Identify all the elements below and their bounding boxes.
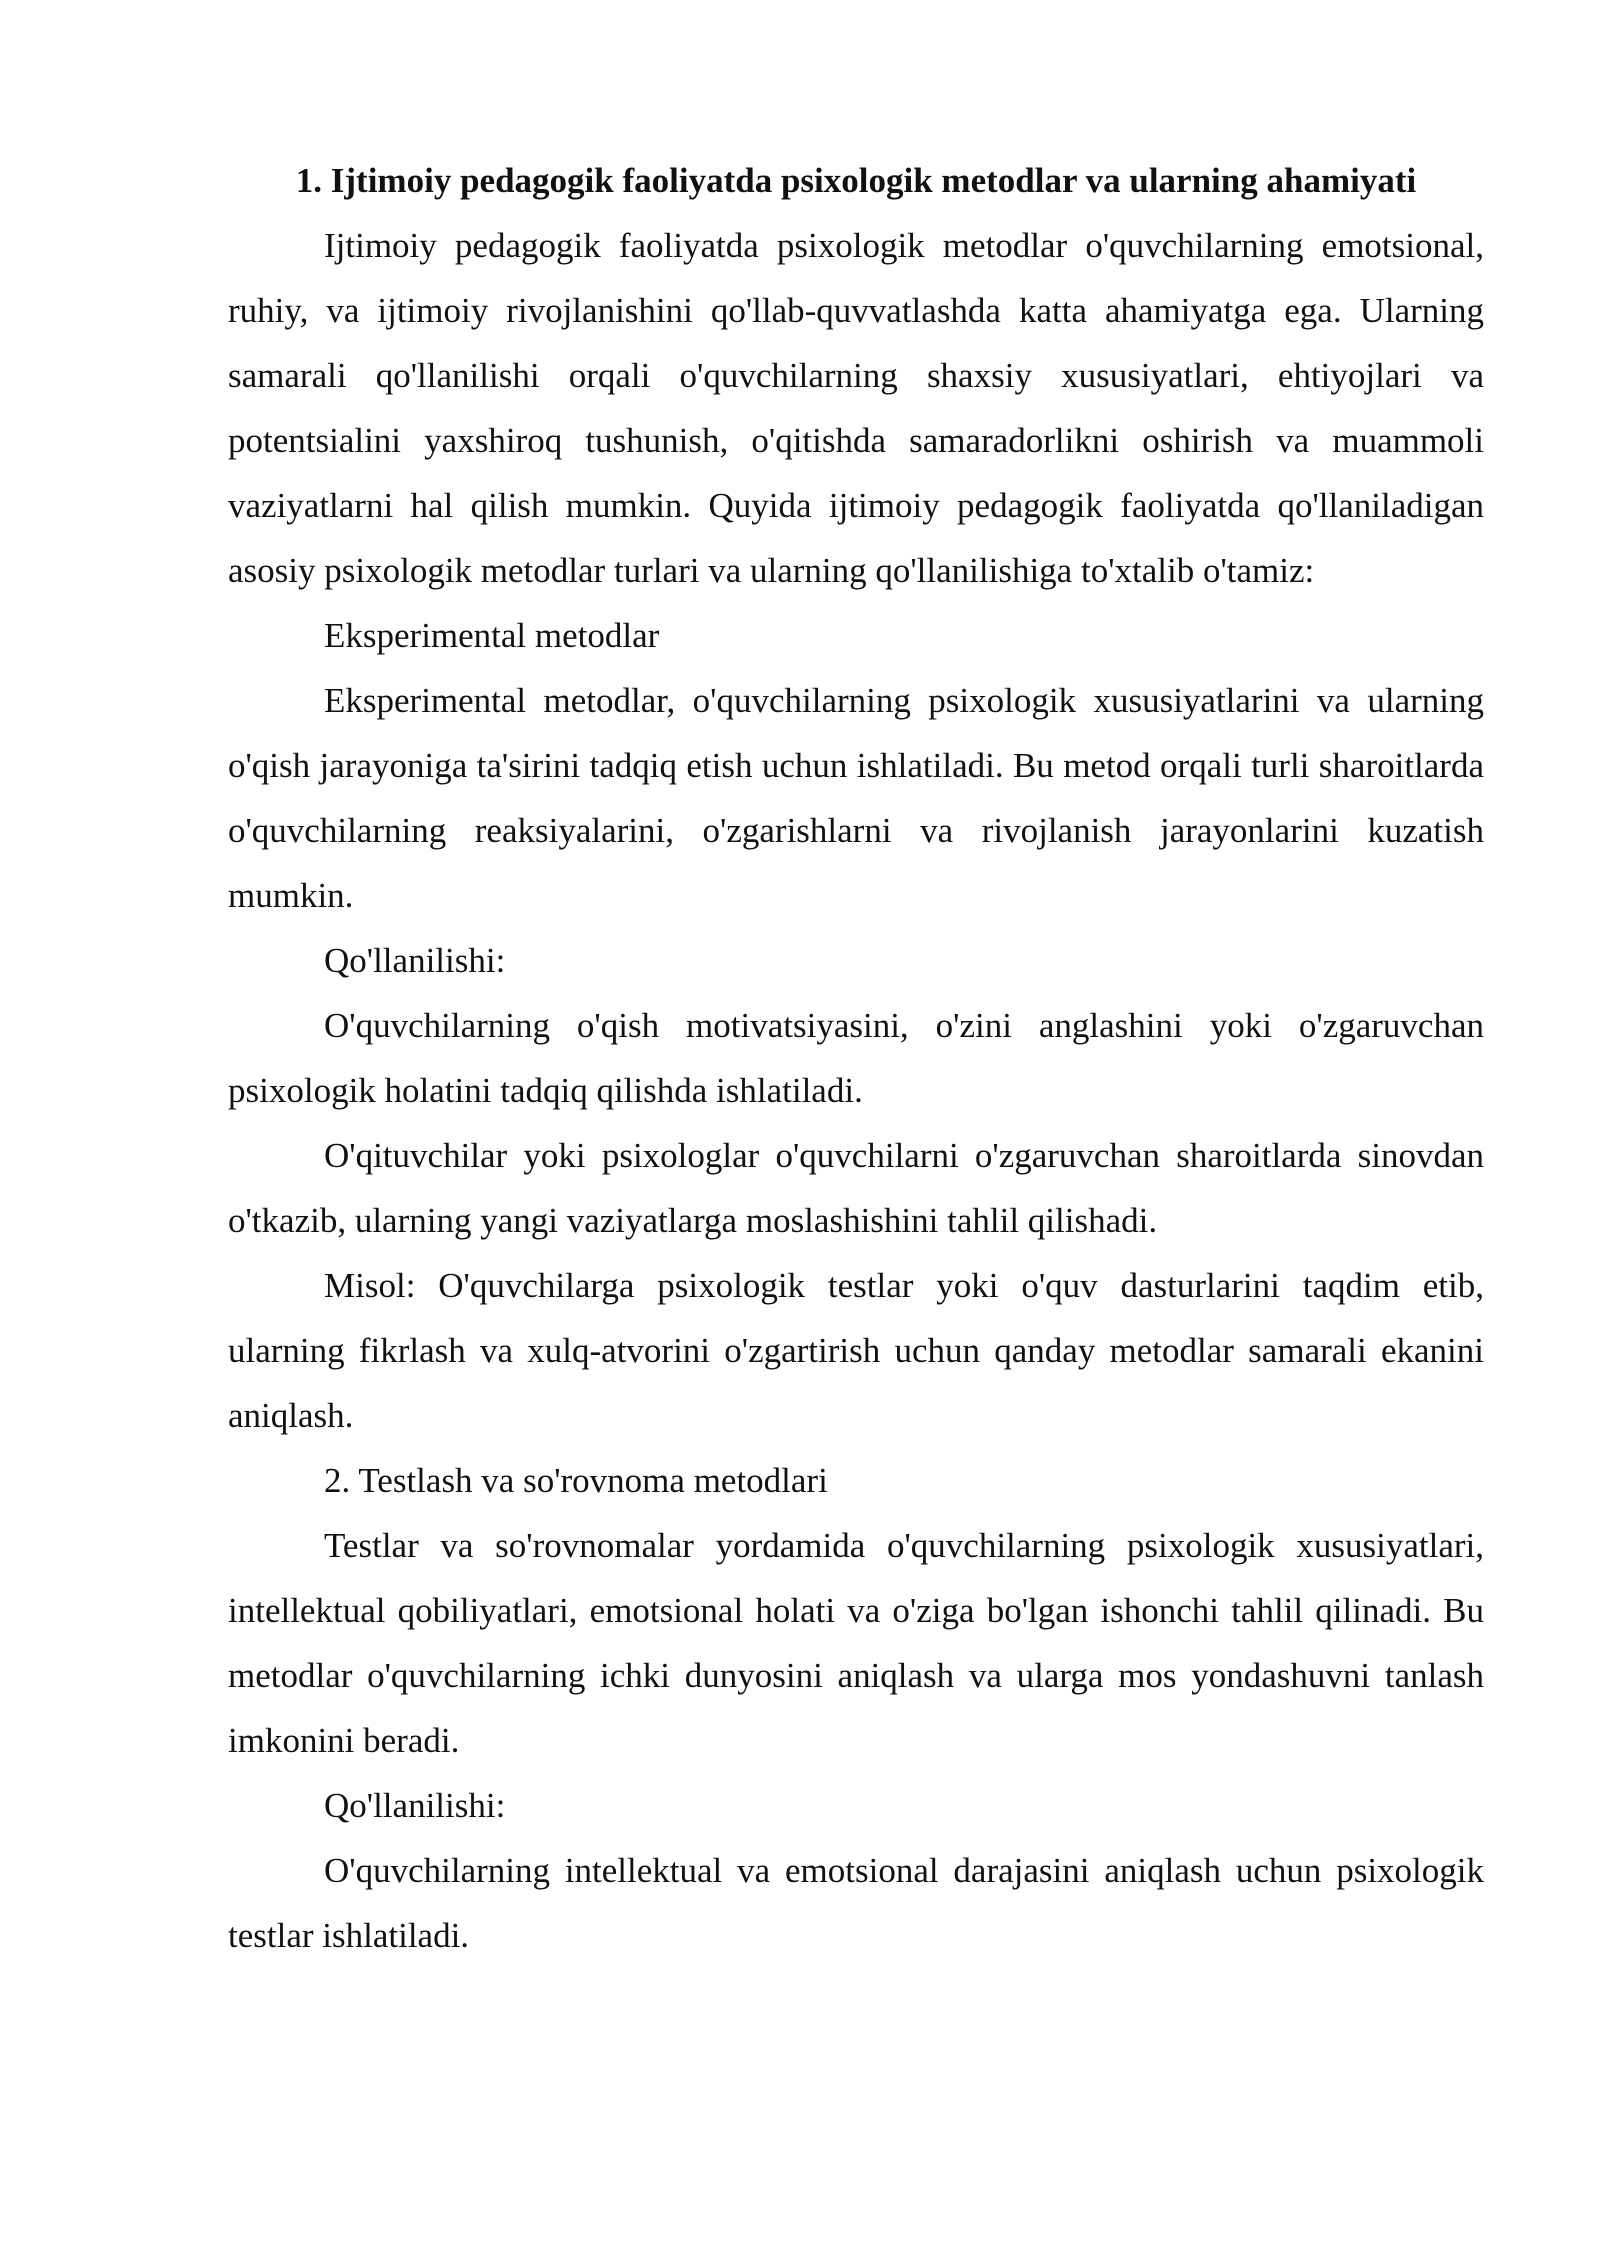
section1-title: Eksperimental metodlar [324,616,660,655]
section1-usage-item-2: O'qituvchilar yoki psixologlar o'quvchilarni o'zgaruvchan sharoitlarda sinovdan o'tkazib, ularning yangi vaziyatlarga moslashishini tahlil qilishadi. [228,1136,1484,1240]
section2-title: 2. Testlash va so'rovnoma metodlari [324,1461,828,1500]
document-page [228,148,1484,1968]
section1-usage-label: Qo'llanilishi: [324,941,506,980]
section2-description: Testlar va so'rovnomalar yordamida o'quvchilarning psixologik xususiyatlari, intellektual qobiliyatlari, emotsional holati va o'ziga bo'lgan ishonchi tahlil qilinadi. Bu metodlar o'quvchilarning ichki dunyosini aniqlash va ularga mos yondashuvni tanlash imkonini beradi. [228,1526,1484,1760]
section-heading: 1. Ijtimoiy pedagogik faoliyatda psixologik metodlar va ularning ahamiyati [295,161,1417,200]
section2-usage-label: Qo'llanilishi: [324,1786,506,1825]
intro-paragraph: Ijtimoiy pedagogik faoliyatda psixologik metodlar o'quvchilarning emotsional, ruhiy, va ijtimoiy rivojlanishini qo'llab-quvvatlashda katta ahamiyatga ega. Ularning samarali qo'llanilishi orqali o'quvchilarning shaxsiy xususiyatlari, ehtiyojlari va potentsialini yaxshiroq tushunish, o'qitishda samaradorlikni oshirish va muammoli vaziyatlarni hal qilish mumkin. Quyida ijtimoiy pedagogik faoliyatda qo'llaniladigan asosiy psixologik metodlar turlari va ularning qo'llanilishiga to'xtalib o'tamiz: [228,226,1484,590]
section1-example: Misol: O'quvchilarga psixologik testlar yoki o'quv dasturlarini taqdim etib, ularning fikrlash va xulq-atvorini o'zgartirish uchun qanday metodlar samarali ekanini aniqlash. [228,1266,1484,1435]
section1-usage-item-1: O'quvchilarning o'qish motivatsiyasini, o'zini anglashini yoki o'zgaruvchan psixologik holatini tadqiq qilishda ishlatiladi. [228,1006,1484,1110]
section2-usage-item-1: O'quvchilarning intellektual va emotsional darajasini aniqlash uchun psixologik testlar ishlatiladi. [228,1851,1484,1955]
section1-description: Eksperimental metodlar, o'quvchilarning psixologik xususiyatlarini va ularning o'qish jarayoniga ta'sirini tadqiq etish uchun ishlatiladi. Bu metod orqali turli sharoitlarda o'quvchilarning reaksiyalarini, o'zgarishlarni va rivojlanish jarayonlarini kuzatish mumkin. [228,681,1484,915]
